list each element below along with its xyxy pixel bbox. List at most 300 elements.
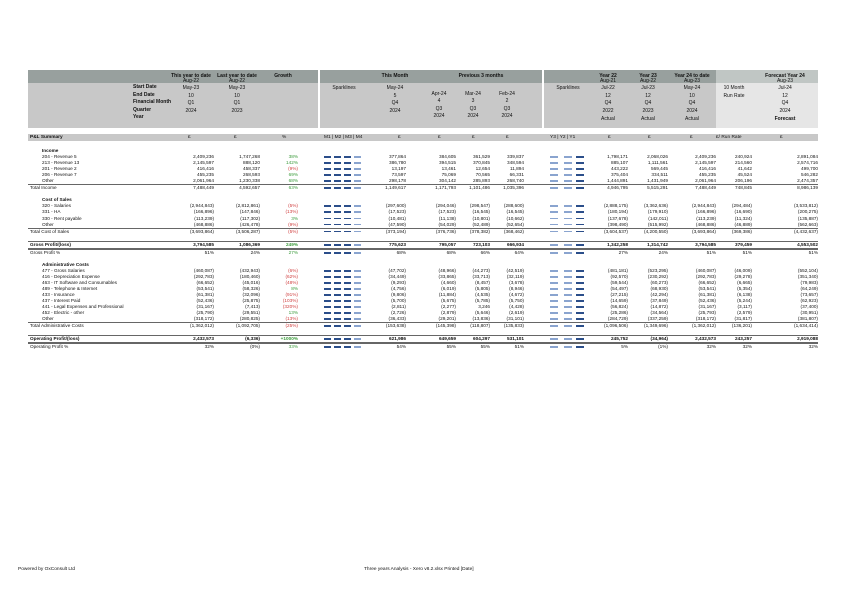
- row-value: (3,678): [509, 279, 524, 285]
- row-value: 1,111,561: [647, 160, 668, 166]
- growth-column-header: Growth: [274, 73, 292, 79]
- lytd-column-header: Last year to date Aug-22 May-23 10 Q1 2023: [217, 73, 257, 114]
- row-value: (52,436): [698, 298, 716, 304]
- row-value: (562,663): [797, 221, 818, 227]
- row-value: 2,061,964: [695, 178, 716, 184]
- row-value: (136,201): [731, 323, 752, 329]
- row-value: (166,896): [695, 209, 716, 215]
- row-value: (79,983): [800, 279, 818, 285]
- pl-row: [28, 184, 818, 191]
- row-value: 4,592,657: [239, 185, 260, 191]
- row-value: (10,662): [506, 215, 524, 221]
- row-value: (1,349,696): [644, 323, 668, 329]
- row-value: 1,230,338: [239, 178, 260, 184]
- row-value: (46,009): [734, 267, 752, 273]
- row-value: (145,398): [435, 323, 456, 329]
- row-value: 45,524: [737, 172, 752, 178]
- row-value: 142%: [286, 160, 298, 166]
- prev3-title: Previous 3 months: [458, 73, 504, 79]
- row-value: (351,340): [797, 273, 818, 279]
- summary-units-row: [28, 134, 818, 141]
- unit-prev1: £: [438, 135, 441, 140]
- row-value: (3,693,864): [190, 228, 214, 234]
- row-value: 32%: [706, 344, 716, 350]
- row-label: 206 - Revenue 7: [42, 172, 77, 178]
- unit-growth: %: [282, 135, 287, 140]
- row-value: (16,690): [734, 209, 752, 215]
- row-label: 213 - Revenue 13: [42, 160, 80, 166]
- row-value: 1,149,617: [385, 185, 406, 191]
- row-value: 5,515,291: [647, 185, 668, 191]
- row-value: 214,560: [735, 160, 752, 166]
- row-value: (13%): [285, 316, 298, 322]
- row-label: 204 - Revenue 5: [42, 154, 77, 160]
- row-value: 666,934: [507, 241, 524, 247]
- row-value: (284,729): [607, 316, 628, 322]
- row-value: (5,700): [391, 298, 406, 304]
- row-value: 8,986,139: [797, 185, 818, 191]
- row-value: (200,275): [797, 209, 818, 215]
- row-value: (481,181): [607, 267, 628, 273]
- row-value: (31,167): [196, 304, 214, 310]
- year22-header: Year 22 Aug-21 Jul-22 12 Q4 2022 Actual: [599, 73, 617, 122]
- row-value: (298,547): [469, 203, 490, 209]
- row-value: (10,801): [472, 215, 490, 221]
- row-value: (230,292): [647, 273, 668, 279]
- row-value: (6,336): [245, 336, 260, 342]
- row-value: 55%: [446, 344, 456, 350]
- row-value: (1,092,705): [236, 323, 260, 329]
- row-value: (1,362,012): [692, 323, 716, 329]
- row-label: Operating Profit/(loss): [30, 336, 80, 342]
- row-value: 386,780: [389, 160, 406, 166]
- row-value: 3%: [291, 215, 298, 221]
- row-value: (398,490): [607, 221, 628, 227]
- row-value: (10,481): [388, 215, 406, 221]
- pl-row: [28, 249, 818, 256]
- row-label: Income: [42, 148, 59, 153]
- row-value: 4,946,795: [607, 185, 628, 191]
- row-value: (523,295): [647, 267, 668, 273]
- row-value: 54%: [396, 344, 406, 350]
- year23-header: Year 23 Aug-22 Jul-23 12 Q4 2023 Actual: [639, 73, 657, 122]
- row-value: 2,919,088: [797, 336, 818, 342]
- row-value: (381,807): [797, 316, 818, 322]
- row-value: (280,825): [239, 316, 260, 322]
- row-label: 331 - HA: [42, 209, 61, 215]
- row-value: (68,930): [650, 286, 668, 292]
- row-value: (4,200,550): [644, 228, 668, 234]
- row-value: (62,923): [800, 298, 818, 304]
- row-value: 13%: [288, 310, 298, 316]
- row-value: (180,460): [239, 273, 260, 279]
- row-value: 32%: [742, 344, 752, 350]
- row-value: 2,432,573: [193, 336, 214, 342]
- row-value: +1000%: [280, 336, 298, 342]
- row-value: 1,171,793: [435, 185, 456, 191]
- row-value: (11,324): [734, 215, 752, 221]
- row-value: 2,432,573: [695, 336, 716, 342]
- row-value: 2,474,357: [797, 178, 818, 184]
- row-value: 285,893: [473, 178, 490, 184]
- row-value: 51%: [742, 249, 752, 255]
- row-value: (117,302): [240, 215, 260, 221]
- sparklines-month-header: Sparklines: [332, 85, 356, 92]
- row-value: (3,362,636): [644, 203, 668, 209]
- row-value: (5,750): [509, 298, 524, 304]
- unit-ytd: £: [188, 135, 191, 140]
- row-value: 394,515: [439, 160, 456, 166]
- row-label: 477 - Gross Salaries: [42, 267, 85, 273]
- sparklines-year-header: Sparklines: [556, 85, 580, 92]
- row-value: 1,747,268: [239, 154, 260, 160]
- row-value: (60,273): [650, 279, 668, 285]
- row-value: 51%: [706, 249, 716, 255]
- pl-rows: [28, 148, 818, 351]
- row-value: (113,239): [696, 215, 716, 221]
- year-sparkline: [550, 242, 586, 248]
- row-value: (5,646): [475, 310, 490, 316]
- row-label: 452 - Electric - other: [42, 310, 85, 316]
- row-value: (25,793): [698, 310, 716, 316]
- row-value: 2,145,597: [193, 160, 214, 166]
- row-value: 377,864: [389, 154, 406, 160]
- row-value: 3,794,585: [193, 241, 214, 247]
- row-label: Total Administrative Costs: [30, 323, 84, 329]
- row-value: 334,511: [651, 172, 668, 178]
- row-value: (376,736): [435, 228, 456, 234]
- row-value: 2,409,236: [695, 154, 716, 160]
- row-value: (30,951): [800, 310, 818, 316]
- row-value: (515,992): [647, 221, 668, 227]
- unit-lytd: £: [234, 135, 237, 140]
- row-value: (48,966): [438, 267, 456, 273]
- row-value: (318,172): [695, 316, 716, 322]
- row-value: (44,273): [472, 267, 490, 273]
- month-sparkline: [324, 336, 364, 342]
- row-value: (378,382): [469, 228, 490, 234]
- row-value: (2,944,843): [692, 203, 716, 209]
- row-value: 455,235: [197, 172, 214, 178]
- row-value: 249%: [286, 241, 298, 247]
- pl-row: [28, 335, 818, 343]
- row-label: Total Income: [30, 185, 57, 191]
- row-label: 441 - Legal Expenses and Professional: [42, 304, 124, 310]
- row-value: (32,096): [242, 292, 260, 298]
- row-value: (25,875): [242, 298, 260, 304]
- row-label: 320 - Salaries: [42, 203, 71, 209]
- row-value: (47,702): [388, 267, 406, 273]
- row-label: 433 - Insurance: [42, 292, 75, 298]
- row-value: (36,433): [388, 316, 406, 322]
- row-value: (337,259): [647, 316, 668, 322]
- row-value: (53,541): [698, 286, 716, 292]
- row-value: 546,282: [801, 172, 818, 178]
- row-value: 888,120: [243, 160, 260, 166]
- row-value: (369,386): [731, 228, 752, 234]
- unit-prev2: £: [472, 135, 475, 140]
- row-value: (288,600): [503, 203, 524, 209]
- row-value: 885,107: [611, 160, 628, 166]
- row-value: (3,506,287): [236, 228, 260, 234]
- unit-year-sparks: Y3 | Y2 | Y1: [550, 135, 576, 140]
- row-value: 63%: [288, 185, 298, 191]
- row-value: (14,872): [650, 304, 668, 310]
- row-label: Administrative Costs: [42, 261, 89, 267]
- row-value: (8,457): [475, 279, 490, 285]
- row-value: 1,431,949: [647, 178, 668, 184]
- row-value: 2,891,084: [797, 154, 818, 160]
- row-value: (432,943): [239, 267, 260, 273]
- row-value: 27%: [288, 249, 298, 255]
- row-value: (31,817): [734, 316, 752, 322]
- row-value: (58,326): [242, 286, 260, 292]
- row-value: 11,894: [510, 166, 524, 172]
- row-label: 416 - Depreciation Expense: [42, 273, 100, 279]
- row-value: (29,551): [242, 310, 260, 316]
- row-value: 3,794,585: [695, 241, 716, 247]
- row-value: 41,642: [737, 166, 752, 172]
- row-value: (17,523): [388, 209, 406, 215]
- row-value: (54,497): [610, 286, 628, 292]
- year-sparkline: [550, 336, 586, 342]
- row-value: (468,886): [695, 221, 716, 227]
- row-value: (4,432,637): [794, 228, 818, 234]
- row-value: (16,545): [472, 209, 490, 215]
- row-value: (27,215): [610, 292, 628, 298]
- run-rate-header: 10 Month Run Rate: [723, 85, 745, 99]
- pl-summary-sheet: [28, 70, 818, 350]
- row-value: (29,278): [734, 273, 752, 279]
- row-value: (5%): [288, 228, 298, 234]
- row-value: 206,196: [735, 178, 752, 184]
- this-month-header: This Month May-24 5 Q4 2024: [381, 73, 409, 114]
- forecast-header: Forecast Year 24 Aug-23 Jul-24 12 Q4 2024 Forecast: [765, 73, 805, 122]
- row-value: (42,294): [650, 292, 668, 298]
- row-value: (11,138): [438, 215, 456, 221]
- row-value: 499,700: [801, 166, 818, 172]
- row-value: (5,354): [737, 286, 752, 292]
- row-value: 7,488,449: [695, 185, 716, 191]
- row-value: (53,541): [196, 286, 214, 292]
- row-value: 245,752: [611, 336, 628, 342]
- row-label: 330 - Rent payable: [42, 215, 82, 221]
- row-label: 201 - Revenue 2: [42, 166, 77, 172]
- row-value: 13,461: [441, 166, 456, 172]
- row-value: 443,222: [611, 166, 628, 172]
- row-value: (46,889): [734, 221, 752, 227]
- row-value: 298,178: [389, 178, 406, 184]
- prev-month-1-header: Apr-24 4 Q3 2024: [431, 90, 447, 120]
- unit-prev3: £: [506, 135, 509, 140]
- row-value: 1,101,486: [469, 185, 490, 191]
- row-value: (54,029): [438, 221, 456, 227]
- row-value: (3,533,812): [794, 203, 818, 209]
- row-value: (92,570): [610, 273, 628, 279]
- row-value: 3,246: [478, 304, 490, 310]
- row-value: 12,654: [475, 166, 490, 172]
- row-value: 268,593: [243, 172, 260, 178]
- row-value: 339,837: [507, 154, 524, 160]
- pl-row: [28, 241, 818, 249]
- row-value: (2,726): [391, 310, 406, 316]
- row-label: Other: [42, 178, 54, 184]
- row-label: 463 - IT Software and Consumables: [42, 279, 117, 285]
- row-value: (13%): [285, 209, 298, 215]
- year24-ytd-header: Year 24 to date Aug-23 May-24 10 Q4 2024 Actual: [674, 73, 710, 122]
- row-value: (5,675): [441, 298, 456, 304]
- row-value: (373,194): [385, 228, 406, 234]
- row-value: 68%: [396, 249, 406, 255]
- row-value: 75,069: [441, 172, 456, 178]
- row-value: 1,342,258: [607, 241, 628, 247]
- row-value: (113,239): [194, 215, 214, 221]
- row-value: (31,167): [698, 304, 716, 310]
- row-value: (166,896): [193, 209, 214, 215]
- row-value: 304,142: [439, 178, 456, 184]
- row-value: (292,783): [695, 273, 716, 279]
- row-value: 32%: [808, 344, 818, 350]
- unit-run-rate: £/ Run Rate: [716, 135, 742, 140]
- row-value: (2,879): [441, 310, 456, 316]
- row-value: 2,409,236: [193, 154, 214, 160]
- row-value: 621,986: [389, 336, 406, 342]
- row-value: (29,201): [438, 316, 456, 322]
- unit-year22: £: [608, 135, 611, 140]
- row-value: 2,574,716: [797, 160, 818, 166]
- row-value: 375,404: [611, 172, 628, 178]
- period-labels: Start Date End Date Financial Month Quarter Year: [133, 84, 172, 121]
- row-value: (4,756): [391, 286, 406, 292]
- period-header: [28, 70, 818, 128]
- row-value: (294,046): [435, 203, 456, 209]
- row-value: (5,805): [475, 286, 490, 292]
- row-value: (103%): [282, 298, 298, 304]
- row-value: (179,910): [647, 209, 668, 215]
- pl-row: [28, 343, 818, 350]
- row-value: 38%: [288, 154, 298, 160]
- row-value: (426,478): [239, 221, 260, 227]
- row-value: (34,964): [650, 336, 668, 342]
- row-value: (9%): [288, 166, 298, 172]
- row-value: 24%: [658, 249, 668, 255]
- row-value: (9,293): [391, 279, 406, 285]
- prev-month-2-header: Mar-24 3 Q3 2024: [465, 90, 481, 120]
- row-label: Other: [42, 316, 54, 322]
- row-value: (56,824): [610, 304, 628, 310]
- row-value: (9%): [288, 221, 298, 227]
- row-value: (33,713): [472, 273, 490, 279]
- row-value: (32,119): [506, 273, 524, 279]
- row-value: (4,672): [509, 292, 524, 298]
- row-value: (9,806): [391, 292, 406, 298]
- row-value: (13,836): [472, 316, 490, 322]
- row-value: (66,652): [196, 279, 214, 285]
- row-value: (3,117): [737, 304, 752, 310]
- row-value: (2,888,175): [604, 203, 628, 209]
- row-value: 795,057: [439, 241, 456, 247]
- row-value: 68%: [288, 178, 298, 184]
- row-value: (137,678): [607, 215, 628, 221]
- row-value: (147,846): [239, 209, 260, 215]
- row-value: (73,657): [800, 292, 818, 298]
- row-value: 1,798,171: [607, 154, 628, 160]
- row-value: 32%: [204, 344, 214, 350]
- row-value: (7,413): [245, 304, 260, 310]
- row-value: 66,331: [509, 172, 524, 178]
- row-value: (61,381): [698, 292, 716, 298]
- row-value: 416,416: [197, 166, 214, 172]
- row-value: (11,884): [438, 292, 456, 298]
- row-label: Cost of Sales: [42, 197, 72, 203]
- row-value: (1%): [658, 344, 668, 350]
- row-value: (5,244): [737, 298, 752, 304]
- row-value: 68%: [446, 249, 456, 255]
- row-value: 361,529: [473, 154, 490, 160]
- row-value: (4,428): [509, 304, 524, 310]
- row-value: (118,807): [470, 323, 490, 329]
- row-value: 24%: [250, 249, 260, 255]
- row-value: (460,087): [193, 267, 214, 273]
- row-value: 416,416: [699, 166, 716, 172]
- row-value: (48%): [285, 279, 298, 285]
- row-value: 458,337: [243, 166, 260, 172]
- row-value: (52,654): [506, 221, 524, 227]
- row-value: 775,623: [389, 241, 406, 247]
- row-value: (468,886): [193, 221, 214, 227]
- row-value: (6,138): [737, 292, 752, 298]
- row-value: (297,600): [385, 203, 406, 209]
- row-value: (320%): [282, 304, 298, 310]
- row-value: (52,436): [196, 298, 214, 304]
- footer-center: Three years Analysis - Xero v8.2.xlsx Printed [Date]: [364, 567, 474, 572]
- row-value: 268,740: [507, 178, 524, 184]
- month-sparkline: [324, 242, 364, 248]
- row-value: 455,235: [699, 172, 716, 178]
- row-value: (25%): [285, 323, 298, 329]
- row-value: (34,564): [650, 310, 668, 316]
- row-value: (37,400): [800, 304, 818, 310]
- row-value: (4,660): [441, 279, 456, 285]
- month-sparkline: [324, 344, 364, 350]
- row-value: 2,068,026: [647, 154, 668, 160]
- row-value: (42,519): [506, 267, 524, 273]
- row-value: 1,035,396: [503, 185, 524, 191]
- row-value: 8%: [291, 286, 298, 292]
- row-value: (16,545): [506, 209, 524, 215]
- row-value: (153,638): [385, 323, 406, 329]
- row-value: (2,812,861): [236, 203, 260, 209]
- pl-summary-title: P&L Summary: [30, 135, 63, 140]
- unit-this-month: £: [398, 135, 401, 140]
- row-value: 73,597: [391, 172, 406, 178]
- row-value: (552,104): [797, 267, 818, 273]
- row-label: Gross Profit/(loss): [30, 241, 71, 247]
- row-value: 27%: [618, 249, 628, 255]
- row-value: (62%): [285, 273, 298, 279]
- row-value: 2,061,964: [193, 178, 214, 184]
- row-value: 384,605: [439, 154, 456, 160]
- row-value: (2,277): [441, 304, 456, 310]
- row-value: 2,145,597: [695, 160, 716, 166]
- row-value: (5%): [288, 203, 298, 209]
- row-value: 569,445: [651, 166, 668, 172]
- row-value: (1,096,506): [604, 323, 628, 329]
- row-value: (25,286): [610, 310, 628, 316]
- row-value: (31,101): [506, 316, 524, 322]
- year-sparkline: [550, 344, 586, 350]
- unit-forecast: £: [780, 135, 783, 140]
